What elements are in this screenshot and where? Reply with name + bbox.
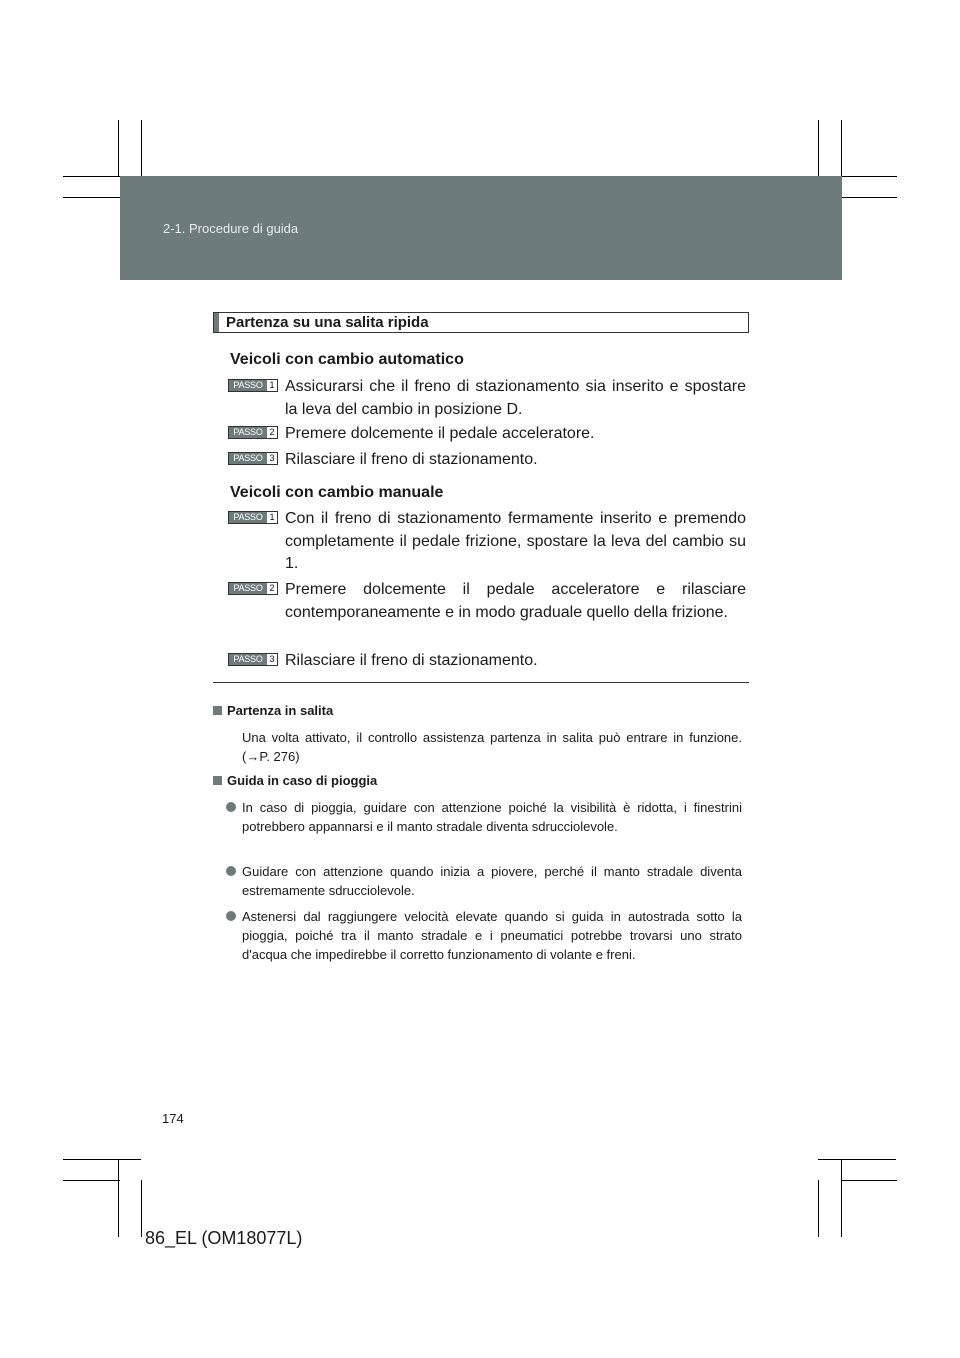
step-badge: PASSO 3	[228, 653, 278, 666]
crop-mark	[63, 197, 120, 198]
square-bullet-icon	[213, 776, 222, 785]
crop-mark	[141, 120, 142, 176]
crop-mark	[841, 120, 842, 176]
crop-mark	[63, 176, 120, 177]
auto-step-1	[228, 376, 746, 421]
step-text: Rilasciare il freno di stazionamento.	[285, 451, 538, 468]
step-text: Con il freno di stazionamento fermamente inserito e premendo completamente il pedale frizione, spostare la leva del cambio su 1.	[285, 510, 746, 572]
automatic-heading: Veicoli con cambio automatico	[230, 351, 464, 368]
list-item: Guidare con attenzione quando inizia a piovere, perché il manto stradale diventa estremamente sdrucciolevole.	[226, 862, 742, 900]
circle-bullet-icon	[226, 802, 236, 812]
step-text: Assicurarsi che il freno di stazionamento sia inserito e spostare la leva del cambio in posizione D.	[285, 378, 746, 418]
square-bullet-icon	[213, 706, 222, 715]
step-badge: PASSO 3	[228, 452, 278, 465]
crop-mark	[842, 1180, 897, 1181]
section-title: Partenza su una salita ripida	[226, 314, 429, 331]
step-text: Rilasciare il freno di stazionamento.	[285, 652, 538, 669]
list-item: In caso di pioggia, guidare con attenzione poiché la visibilità è ridotta, i finestrini potrebbero appannarsi e il manto stradale diventa sdrucciolevole.	[226, 798, 742, 836]
crop-mark	[63, 1159, 141, 1160]
manual-step-3	[228, 650, 746, 673]
list-item: Astenersi dal raggiungere velocità elevate quando si guida in autostrada sotto la pioggia, poiché tra il manto stradale e i pneumatici potrebbe trovarsi uno strato d'acqua che impedirebbe il corretto funzionamento di volante e freni.	[226, 907, 742, 964]
crop-mark	[818, 120, 819, 176]
crop-mark	[842, 176, 897, 177]
step-badge: PASSO 1	[228, 511, 278, 524]
auto-step-2	[228, 423, 746, 446]
step-badge: PASSO 2	[228, 582, 278, 595]
step-text: Premere dolcemente il pedale acceleratore.	[285, 425, 595, 442]
manual-step-1	[228, 508, 746, 576]
manual-heading: Veicoli con cambio manuale	[230, 484, 444, 501]
crop-mark	[63, 1180, 120, 1181]
note-heading-hill-start: Partenza in salita	[213, 703, 333, 718]
page-number: 174	[162, 1111, 184, 1126]
chapter-breadcrumb: 2-1. Procedure di guida	[163, 221, 299, 236]
document-code: 86_EL (OM18077L)	[145, 1228, 303, 1248]
circle-bullet-icon	[226, 911, 236, 921]
step-badge: PASSO 1	[228, 379, 278, 392]
circle-bullet-icon	[226, 866, 236, 876]
step-badge: PASSO 2	[228, 426, 278, 439]
manual-step-2	[228, 579, 746, 624]
note-heading-rain: Guida in caso di pioggia	[213, 773, 377, 788]
section-title-accent	[214, 313, 219, 332]
crop-mark	[841, 1159, 842, 1237]
crop-mark	[141, 1180, 142, 1237]
crop-mark	[842, 197, 897, 198]
crop-mark	[118, 120, 119, 176]
crop-mark	[818, 1180, 819, 1237]
crop-mark	[118, 1159, 119, 1237]
step-text: Premere dolcemente il pedale acceleratore e rilasciare contemporaneamente e in modo graduale quello della frizione.	[285, 581, 746, 621]
auto-step-3	[228, 449, 746, 472]
note-text-hill-start: Una volta attivato, il controllo assistenza partenza in salita può entrare in funzione. (→P. 276)	[242, 730, 742, 764]
section-title-box	[213, 312, 749, 333]
crop-mark	[818, 1159, 896, 1160]
section-divider	[213, 682, 749, 683]
